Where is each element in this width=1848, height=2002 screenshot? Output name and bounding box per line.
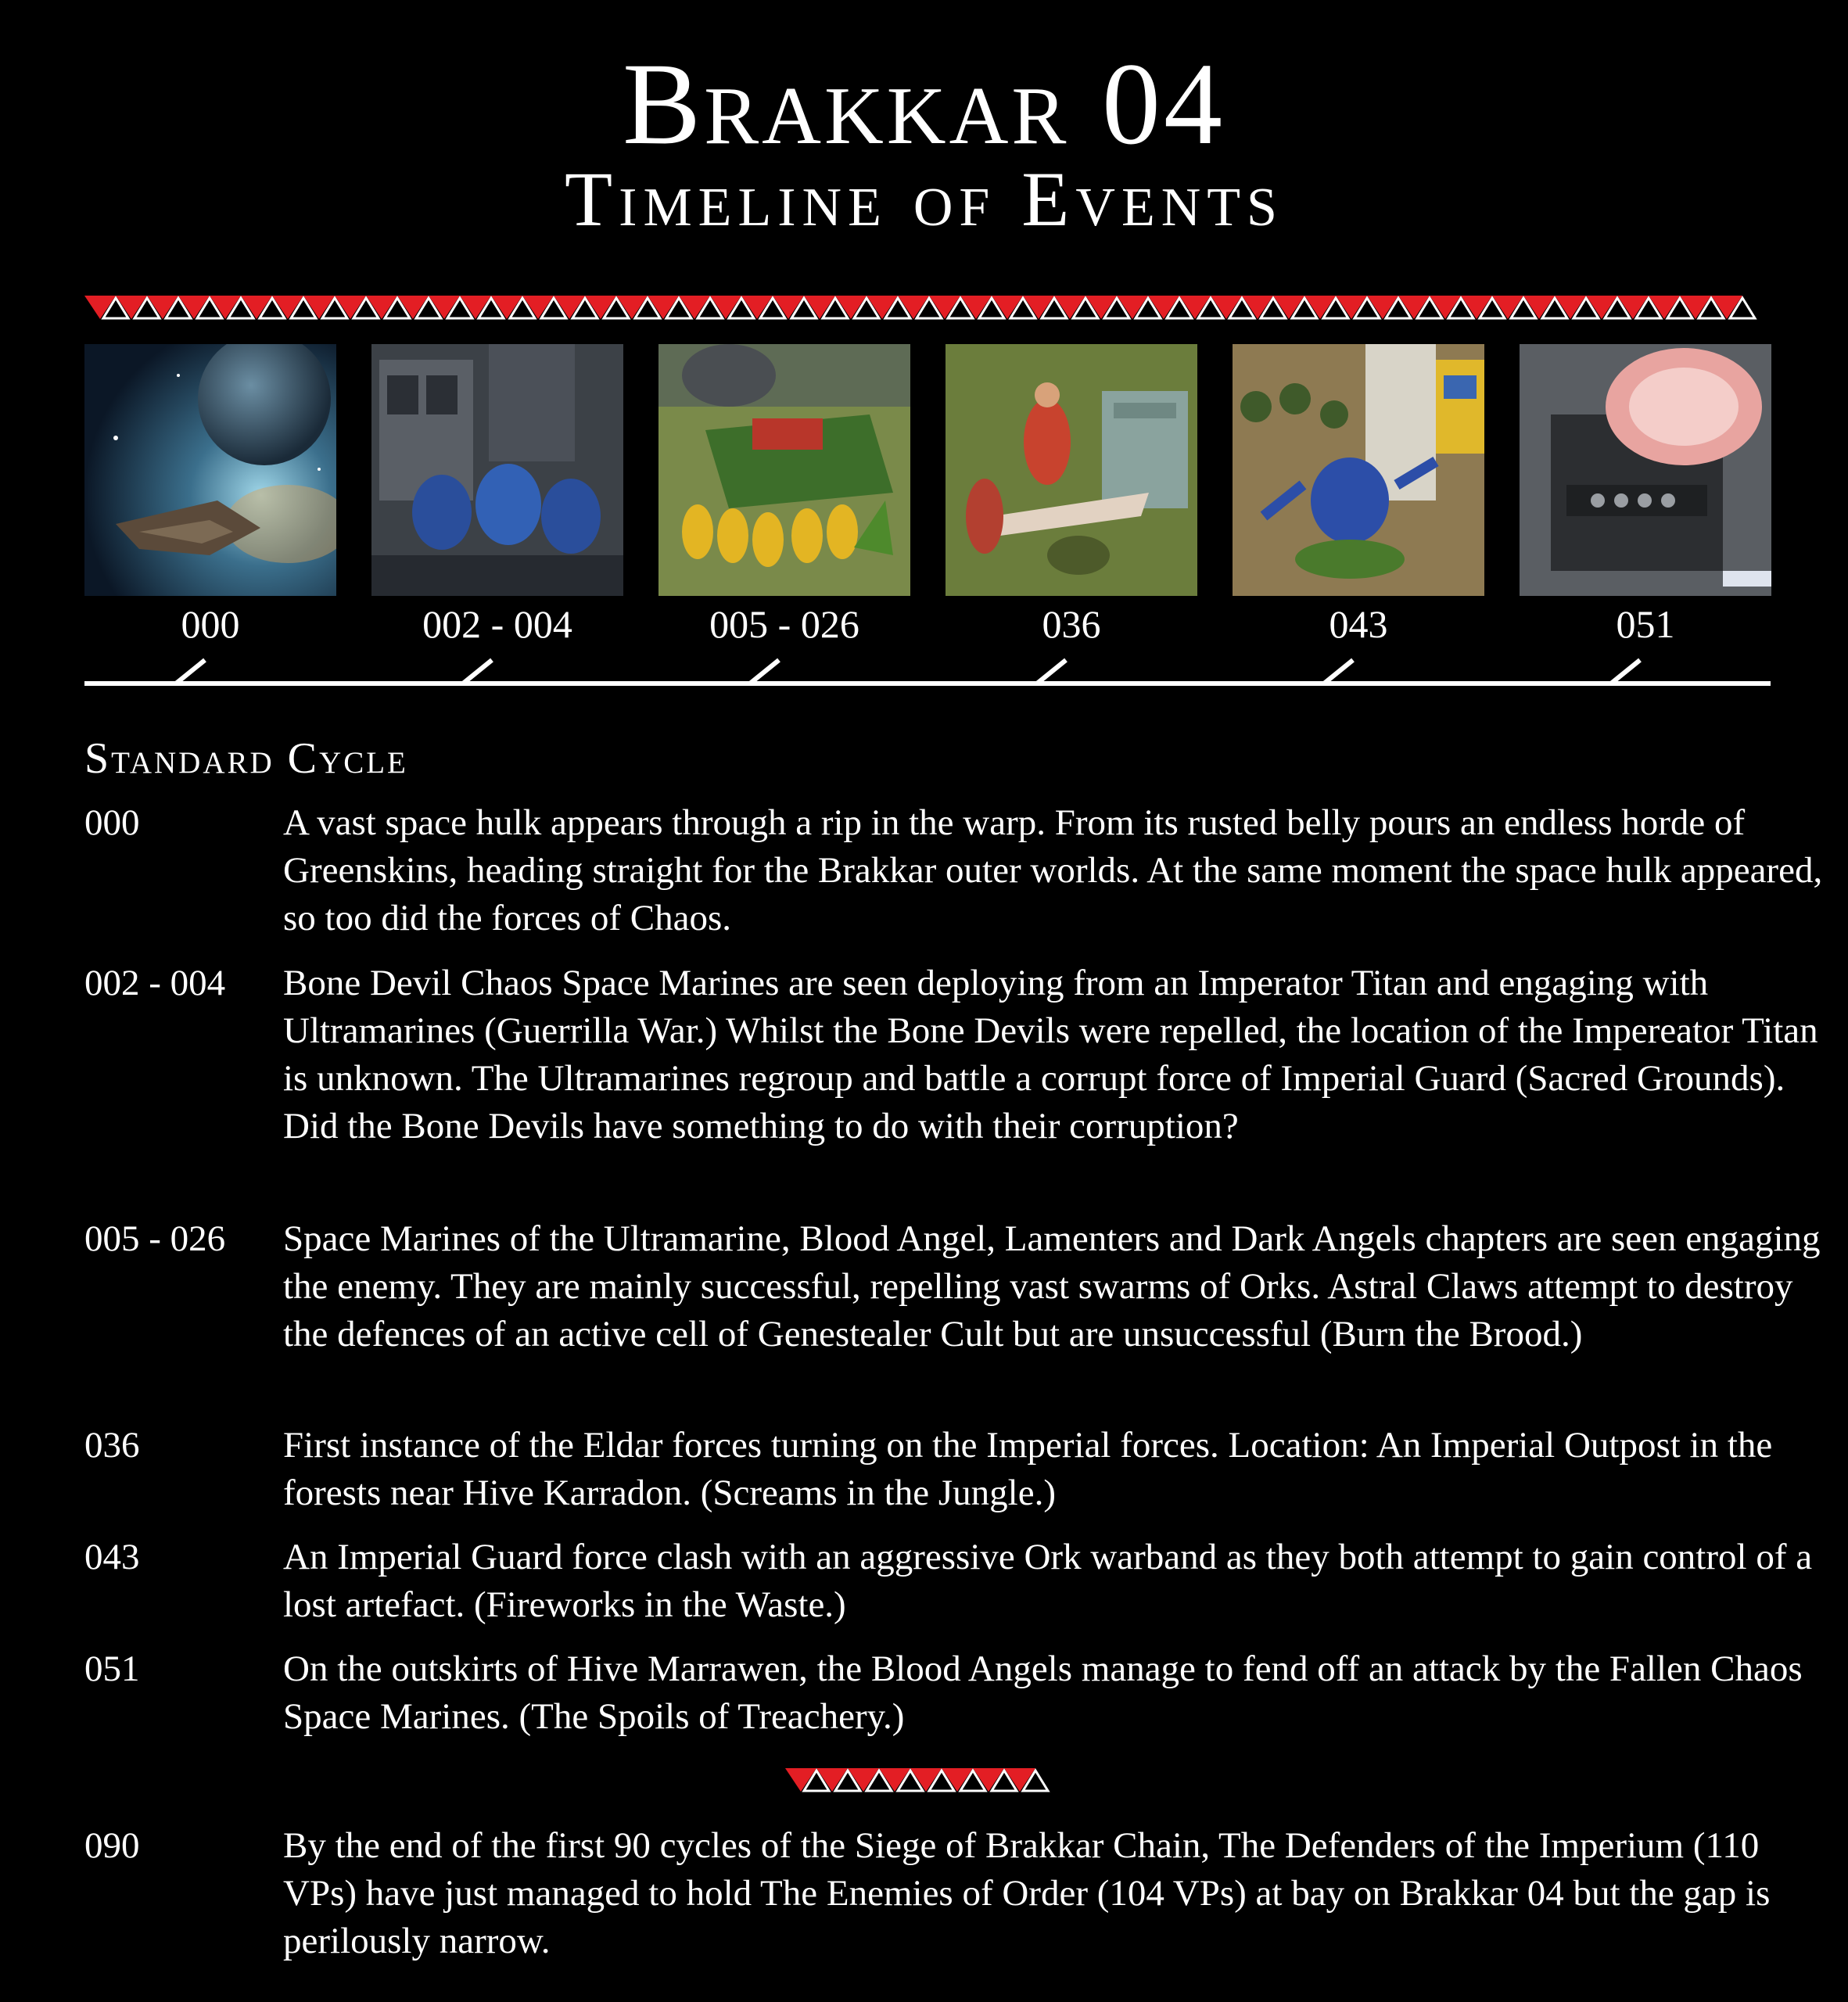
triangle-band-top <box>84 294 1771 321</box>
timeline-label: 043 <box>1329 602 1388 646</box>
page-title: Brakkar 04 <box>623 39 1225 169</box>
entry-text: First instance of the Eldar forces turning on the Imperial forces. Location: An Imperial Outpost in the forests near Hive Karradon. (Screams in the Jungle.) <box>283 1425 1773 1513</box>
entry-text: An Imperial Guard force clash with an aggressive Ork warband as they both attempt to gain control of a lost artefact. (Fireworks in the Waste.) <box>283 1537 1813 1625</box>
thumbnail-strip <box>84 344 1771 598</box>
astral-claws-tank-image <box>658 344 910 596</box>
blood-angels-objective-image <box>1520 344 1771 596</box>
timeline-label: 051 <box>1616 602 1675 646</box>
timeline-tick <box>750 660 779 683</box>
timeline-label: 005 - 026 <box>709 602 859 646</box>
entry-cycle: 090 <box>84 1825 140 1866</box>
timeline-tick <box>1611 660 1640 683</box>
entry-text: By the end of the first 90 cycles of the Siege of Brakkar Chain, The Defenders of the Imperium (110 VPs) have just managed to hold The Enemies of Order (104 VPs) at bay on Brakkar 04 but the gap is perilously narrow. <box>283 1825 1771 1961</box>
entry-cycle: 005 - 026 <box>84 1218 226 1259</box>
ork-warband-image <box>1233 344 1484 596</box>
timeline-tick <box>176 660 205 683</box>
ultramarines-terminators-image <box>371 344 623 596</box>
entry-cycle: 036 <box>84 1425 140 1466</box>
entry-cycle: 000 <box>84 802 140 843</box>
space-hulk-image <box>84 344 336 596</box>
entry-cycle: 043 <box>84 1537 140 1577</box>
entry-cycle: 002 - 004 <box>84 963 226 1003</box>
entry-text: Bone Devil Chaos Space Marines are seen deploying from an Imperator Titan and engaging with Ultramarines (Guerrilla War.) Whilst the Bone Devils were repelled, the location of the Impereator Titan is unknown. The Ultramarines regroup and battle a corrupt force of Imperial Guard (Sacred Grounds). Did the Bone Devils have something to do with their corruption? <box>283 963 1818 1146</box>
entry-text: On the outskirts of Hive Marrawen, the Blood Angels manage to fend off an attack by the Fallen Chaos Space Marines. (The Spoils of Treachery.) <box>283 1649 1803 1737</box>
section-heading: Standard Cycle <box>84 734 408 783</box>
timeline-tick <box>1037 660 1066 683</box>
timeline-label: 002 - 004 <box>422 602 572 646</box>
timeline-axis <box>0 641 1848 688</box>
imperial-guard-outpost-image <box>946 344 1197 596</box>
entry-text: Space Marines of the Ultramarine, Blood Angel, Lamenters and Dark Angels chapters are seen engaging the enemy. They are mainly successful, repelling vast swarms of Orks. Astral Claws attempt to destroy the defences of an active cell of Genestealer Cult but are unsuccessful (Burn the Brood.) <box>283 1218 1821 1354</box>
timeline-label: 036 <box>1042 602 1101 646</box>
entry-text: A vast space hulk appears through a rip in the warp. From its rusted belly pours an endless horde of Greenskins, heading straight for the Brakkar outer worlds. At the same moment the space hulk appeared, so too did the forces of Chaos. <box>283 802 1823 938</box>
page-subtitle: Timeline of Events <box>565 156 1283 242</box>
entry-cycle: 051 <box>84 1649 140 1689</box>
timeline-tick <box>463 660 492 683</box>
timeline-label: 000 <box>181 602 240 646</box>
triangle-band-divider <box>785 1767 1059 1793</box>
timeline-tick <box>1324 660 1353 683</box>
